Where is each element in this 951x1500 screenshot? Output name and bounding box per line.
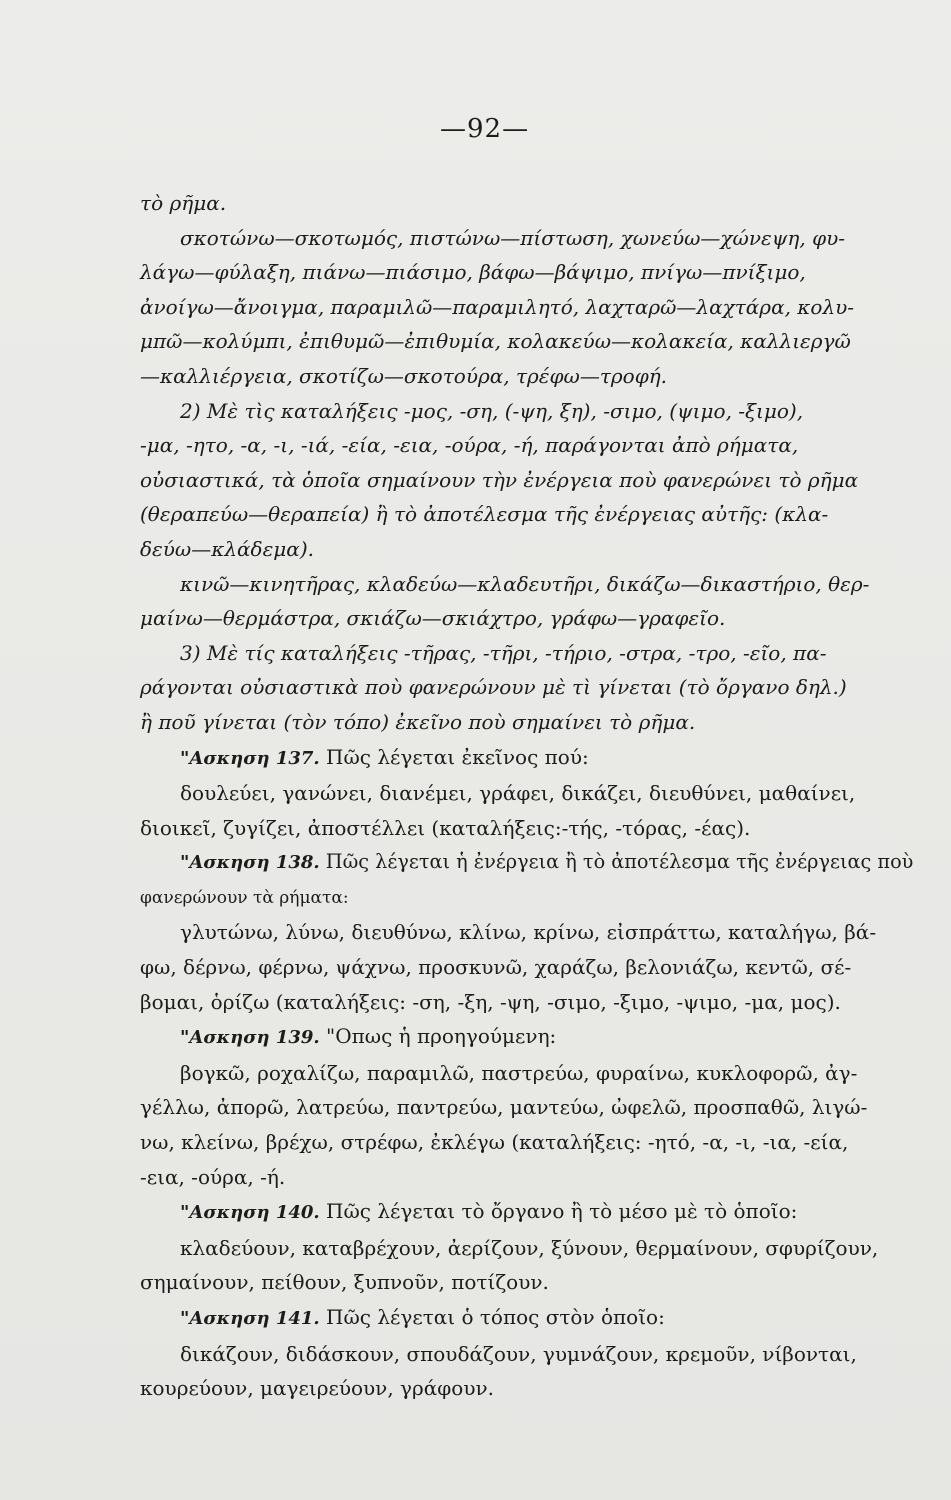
text-line: διοικεῖ, ζυγίζει, ἀποστέλλει (καταλήξεις:-τής, -τόρας, -έας).: [140, 815, 751, 840]
exercise-prompt: Πῶς λέγεται ὁ τόπος στὸν ὁποῖο:: [326, 1305, 665, 1329]
text-line: δικάζουν, διδάσκουν, σπουδάζουν, γυμνάζουν, κρεμοῦν, νίβονται,: [180, 1341, 857, 1366]
text-line: (θεραπεύω—θεραπεία) ἢ τὸ ἀποτέλεσμα τῆς ἐνέργειας αὐτῆς: (κλα-: [140, 502, 829, 527]
text-line: κλαδεύουν, καταβρέχουν, ἀερίζουν, ξύνουν, θερμαίνουν, σφυρίζουν,: [180, 1235, 879, 1260]
exercise-139-header: [140, 1019, 920, 1056]
text-line: μαίνω—θερμάστρα, σκιάζω—σκιάχτρο, γράφω—γραφεῖο.: [140, 606, 726, 631]
text-line: νω, κλείνω, βρέχω, στρέφω, ἐκλέγω (καταλήξεις: -ητό, -α, -ι, -ια, -εία,: [140, 1130, 849, 1155]
text-line: σκοτώνω—σκοτωμός, πιστώνω—πίστωση, χωνεύω—χώνεψη, φυ-: [180, 225, 846, 250]
text-line: δουλεύει, γανώνει, διανέμει, γράφει, δικάζει, διευθύνει, μαθαίνει,: [180, 781, 856, 806]
exercise-label: "Ασκηση 137.: [180, 747, 320, 769]
text-line: φω, δέρνω, φέρνω, ψάχνω, προσκυνῶ, χαράζω, βελονιάζω, κεντῶ, σέ-: [140, 955, 852, 980]
text-line: κουρεύουν, μαγειρεύουν, γράφουν.: [140, 1376, 494, 1401]
text-line: -μα, -ητο, -α, -ι, -ιά, -εία, -εια, -ούρα, -ή, παράγονται ἀπὸ ρήματα,: [140, 433, 799, 458]
text-line: 3) Μὲ τίς καταλήξεις -τῆρας, -τῆρι, -τήριο, -στρα, -τρο, -εῖο, πα-: [180, 640, 827, 665]
text-line: 2) Μὲ τὶς καταλήξεις -μος, -ση, (-ψη, ξη), -σιμο, (ψιμο, -ξιμο),: [180, 398, 804, 423]
exercise-prompt: Πῶς λέγεται ἡ ἐνέργεια ἢ τὸ ἀποτέλεσμα τῆς ἐνέργειας ποὺ: [325, 850, 914, 874]
text-line: σημαίνουν, πείθουν, ξυπνοῦν, ποτίζουν.: [140, 1270, 549, 1295]
text-line: -εια, -ούρα, -ή.: [140, 1164, 286, 1189]
exercise-label: "Ασκηση 141.: [180, 1308, 320, 1329]
text-line: βογκῶ, ροχαλίζω, παραμιλῶ, παστρεύω, φυραίνω, κυκλοφορῶ, ἀγ-: [180, 1060, 858, 1085]
text-line: ἀνοίγω—ἄνοιγμα, παραμιλῶ—παραμιλητό, λαχταρῶ—λαχτάρα, κολυ-: [140, 294, 855, 319]
text-line: ἢ ποῦ γίνεται (τὸν τόπο) ἐκεῖνο ποὺ σημαίνει τὸ ρῆμα.: [140, 709, 696, 734]
page-body: [140, 186, 920, 1406]
text-line: ράγονται οὐσιαστικὰ ποὺ φανερώνουν μὲ τὶ γίνεται (τὸ ὄργανο δηλ.): [140, 675, 847, 700]
exercise-141-header: [140, 1300, 920, 1337]
text-line: —καλλιέργεια, σκοτίζω—σκοτούρα, τρέφω—τροφή.: [140, 363, 668, 388]
text-line: γέλλω, ἀπορῶ, λατρεύω, παντρεύω, μαντεύω, ὠφελῶ, προσπαθῶ, λιγώ-: [140, 1095, 868, 1120]
exercise-prompt: Πῶς λέγεται τὸ ὄργανο ἢ τὸ μέσο μὲ τὸ ὁποῖο:: [326, 1199, 798, 1224]
exercise-label: "Ασκηση 139.: [180, 1027, 320, 1049]
exercise-label: "Ασκηση 138.: [180, 852, 320, 874]
exercise-140-header: [140, 1194, 920, 1231]
text-line: κινῶ—κινητῆρας, κλαδεύω—κλαδευτῆρι, δικάζω—δικαστήριο, θερ-: [180, 571, 870, 596]
exercise-label: "Ασκηση 140.: [180, 1202, 320, 1224]
text-line: λάγω—φύλαξη, πιάνω—πιάσιμο, βάφω—βάψιμο, πνίγω—πνίξιμο,: [140, 260, 806, 285]
text-line: βομαι, ὁρίζω (καταλήξεις: -ση, -ξη, -ψη, -σιμο, -ξιμο, -ψιμο, -μα, μος).: [140, 989, 841, 1014]
text-line: τὸ ρῆμα.: [140, 191, 227, 215]
exercise-137-header: [140, 740, 920, 777]
text-line: γλυτώνω, λύνω, διευθύνω, κλίνω, κρίνω, εἰσπράττω, καταλήγω, βά-: [180, 920, 877, 945]
text-line: δεύω—κλάδεμα).: [140, 536, 314, 561]
text-line: φανερώνουν τὰ ρήματα:: [140, 887, 349, 908]
exercise-prompt: "Οπως ἡ προηγούμενη:: [326, 1024, 557, 1049]
text-line: οὐσιαστικά, τὰ ὁποῖα σημαίνουν τὴν ἐνέργεια ποὺ φανερώνει τὸ ρῆμα: [140, 467, 859, 492]
page-number: —92—: [440, 114, 530, 144]
exercise-138-header: [140, 845, 920, 881]
text-line: μπῶ—κολύμπι, ἐπιθυμῶ—ἐπιθυμία, κολακεύω—κολακεία, καλλιεργῶ: [140, 329, 851, 354]
exercise-prompt: Πῶς λέγεται ἐκεῖνος πού:: [326, 744, 589, 769]
